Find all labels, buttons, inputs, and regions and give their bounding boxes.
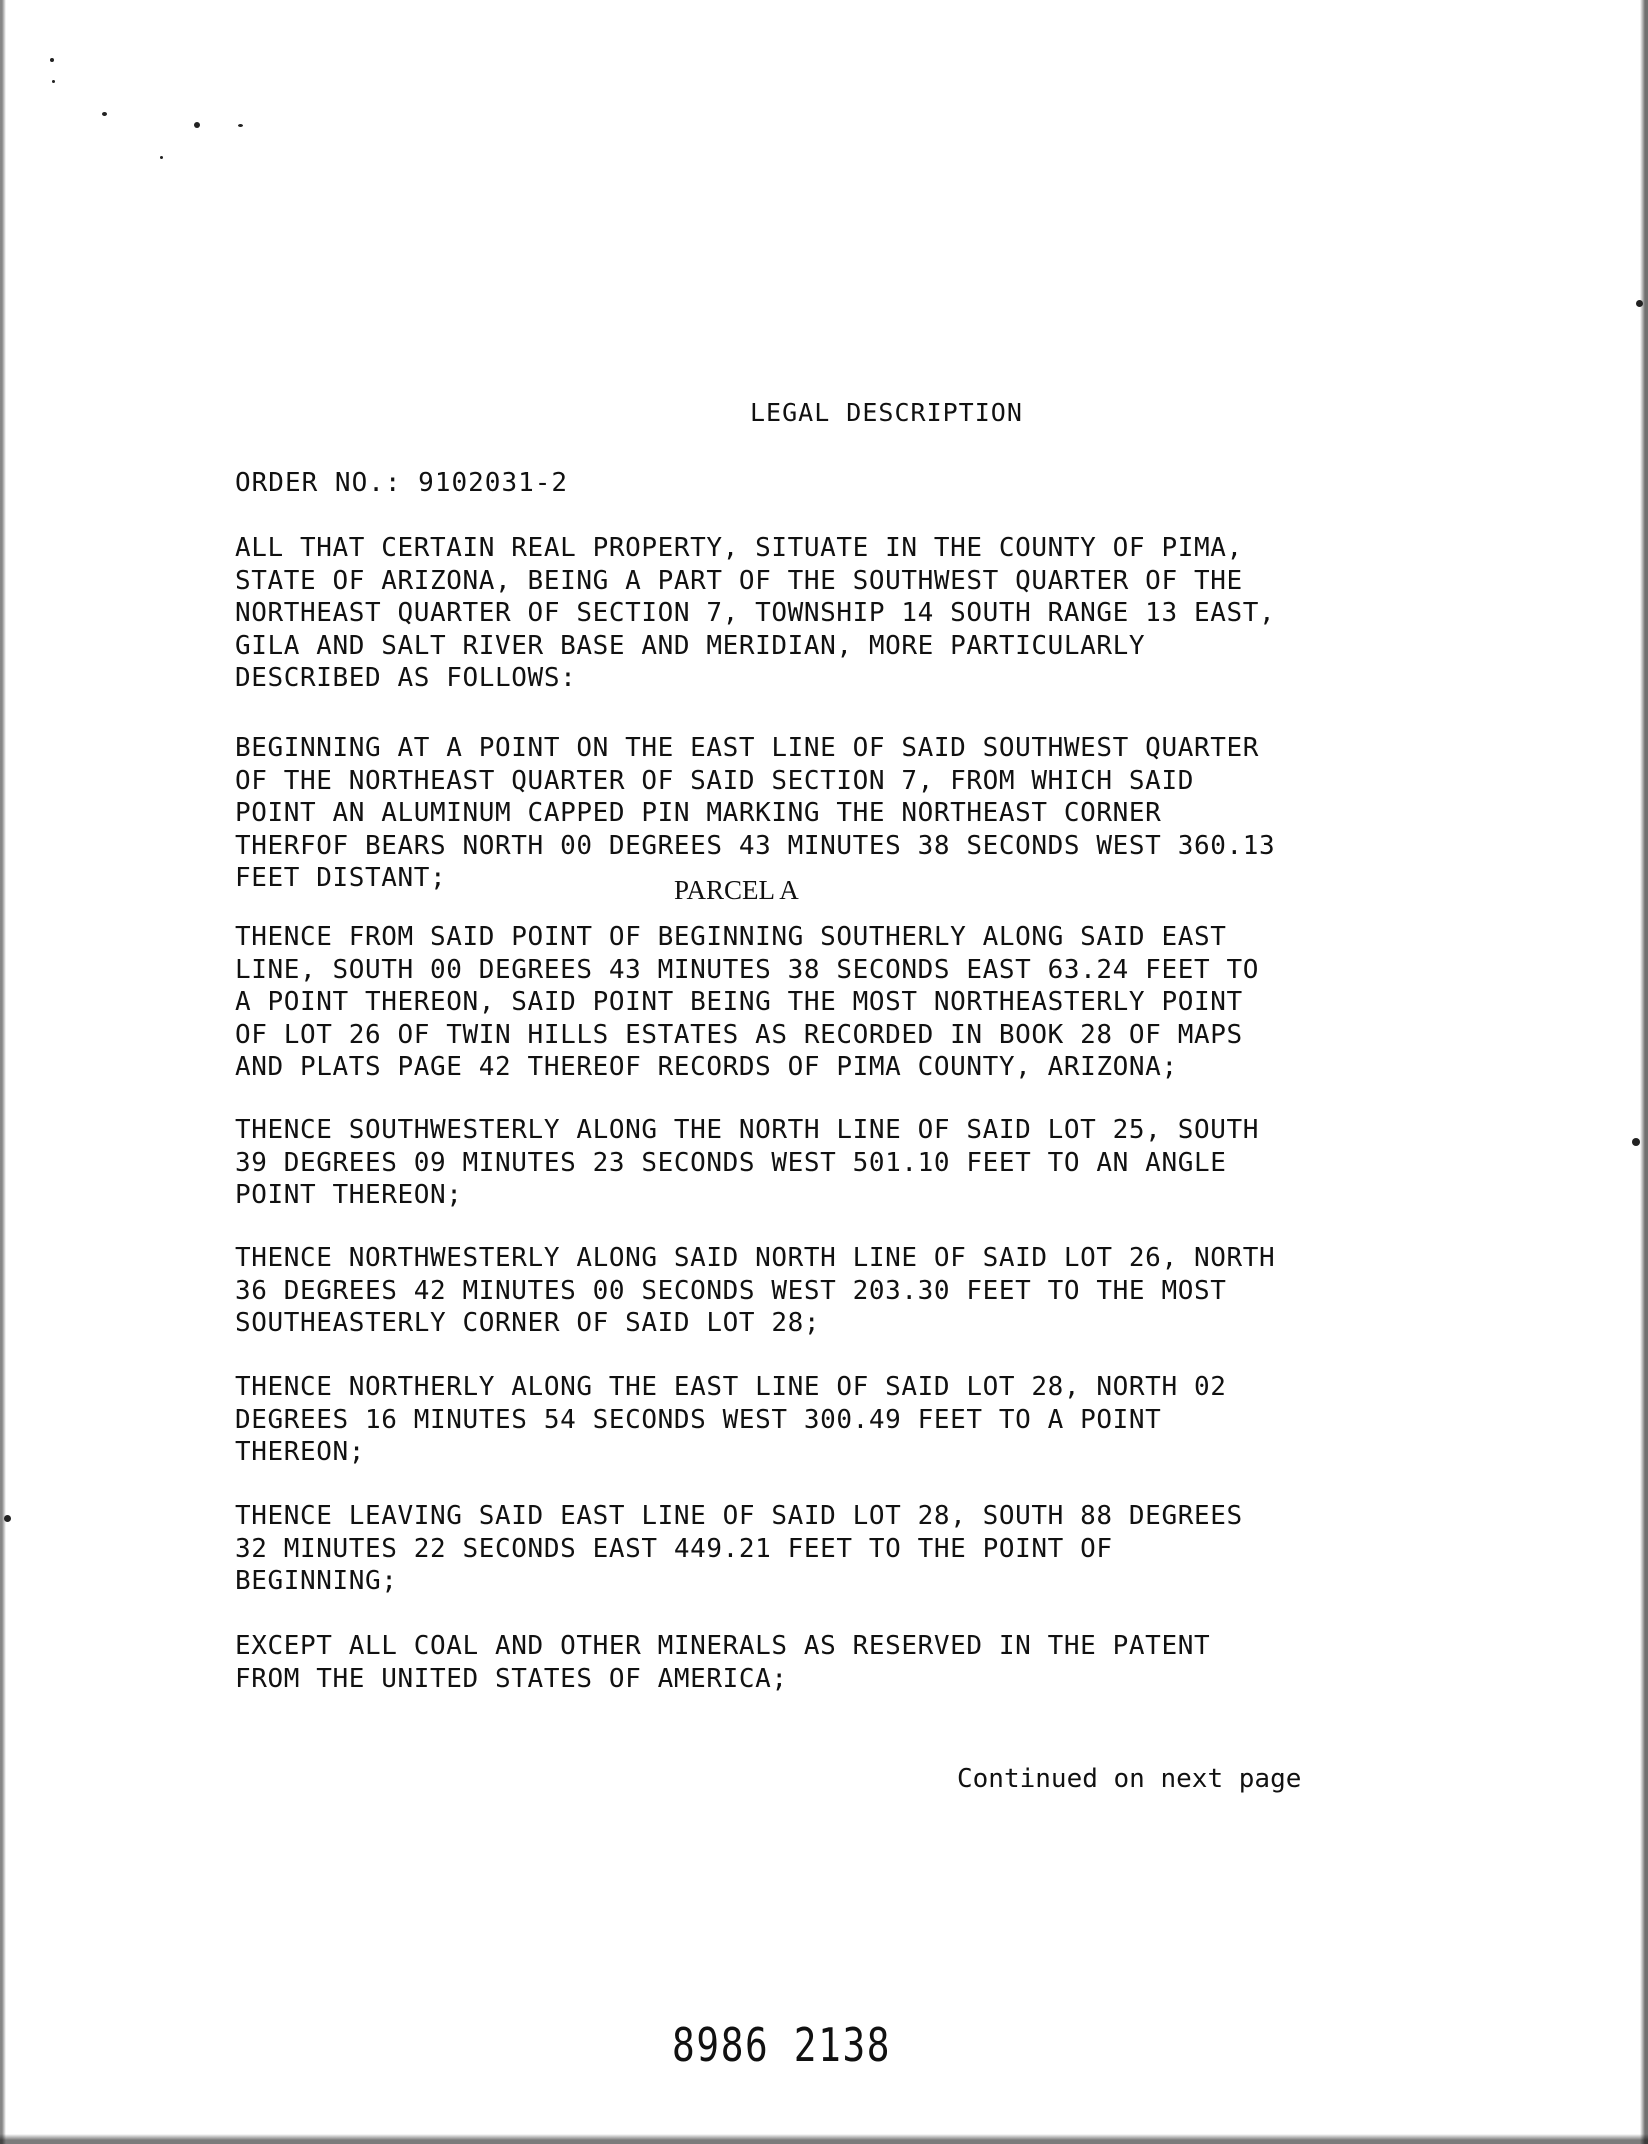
- scan-speck: [238, 124, 243, 127]
- paragraph-beginning: BEGINNING AT A POINT ON THE EAST LINE OF SAID SOUTHWEST QUARTER OF THE NORTHEAST QUARTER OF SAID SECTION 7, FROM WHICH SAID POINT AN ALUMINUM CAPPED PIN MARKING THE NORTHEAST CORNER THERFOF BEARS NORTH 00 DEGREES 43 MINUTES 38 SECONDS WEST 360.13 FEET DISTANT;: [235, 733, 1276, 893]
- page-edge-left: [0, 0, 6, 2144]
- parcel-label: PARCEL A: [674, 875, 799, 905]
- paragraph-thence-northwesterly: THENCE NORTHWESTERLY ALONG SAID NORTH LINE OF SAID LOT 26, NORTH 36 DEGREES 42 MINUTES 00 SECONDS WEST 203.30 FEET TO THE MOST SOUTHEASTERLY CORNER OF SAID LOT 28;: [235, 1243, 1276, 1338]
- scan-speck: [50, 58, 54, 62]
- scan-speck: [194, 122, 200, 128]
- order-number: ORDER NO.: 9102031-2: [235, 468, 569, 498]
- continued-note: Continued on next page: [957, 1764, 1302, 1794]
- scan-speck: [1632, 1138, 1640, 1146]
- paragraph-thence-leaving: THENCE LEAVING SAID EAST LINE OF SAID LOT 28, SOUTH 88 DEGREES 32 MINUTES 22 SECONDS EAST 449.21 FEET TO THE POINT OF BEGINNING;: [235, 1501, 1243, 1596]
- scan-speck: [52, 80, 55, 83]
- document-title: LEGAL DESCRIPTION: [750, 398, 1023, 427]
- page-number: 8986 2138: [672, 2018, 892, 2072]
- scan-speck: [102, 112, 107, 116]
- scan-speck: [1636, 300, 1643, 307]
- page-edge-bottom: [0, 2134, 1648, 2144]
- scan-speck: [4, 1515, 11, 1522]
- scan-speck: [160, 156, 163, 159]
- page-edge-right: [1640, 0, 1648, 2144]
- paragraph-thence-southwesterly: THENCE SOUTHWESTERLY ALONG THE NORTH LINE OF SAID LOT 25, SOUTH 39 DEGREES 09 MINUTES 23 SECONDS WEST 501.10 FEET TO AN ANGLE POINT THEREON;: [235, 1115, 1259, 1210]
- paragraph-thence-southerly: THENCE FROM SAID POINT OF BEGINNING SOUTHERLY ALONG SAID EAST LINE, SOUTH 00 DEGREES 43 MINUTES 38 SECONDS EAST 63.24 FEET TO A POINT THEREON, SAID POINT BEING THE MOST NORTHEASTERLY POINT OF LOT 26 OF TWIN HILLS ESTATES AS RECORDED IN BOOK 28 OF MAPS AND PLATS PAGE 42 THEREOF RECORDS OF PIMA COUNTY, ARIZONA;: [235, 922, 1259, 1082]
- paragraph-property: ALL THAT CERTAIN REAL PROPERTY, SITUATE IN THE COUNTY OF PIMA, STATE OF ARIZONA, BEING A PART OF THE SOUTHWEST QUARTER OF THE NORTHEAST QUARTER OF SECTION 7, TOWNSHIP 14 SOUTH RANGE 13 EAST, GILA AND SALT RIVER BASE AND MERIDIAN, MORE PARTICULARLY DESCRIBED AS FOLLOWS:: [235, 533, 1276, 693]
- paragraph-except: EXCEPT ALL COAL AND OTHER MINERALS AS RESERVED IN THE PATENT FROM THE UNITED STATES OF AMERICA;: [235, 1631, 1211, 1694]
- paragraph-thence-northerly: THENCE NORTHERLY ALONG THE EAST LINE OF SAID LOT 28, NORTH 02 DEGREES 16 MINUTES 54 SECONDS WEST 300.49 FEET TO A POINT THEREON;: [235, 1372, 1227, 1467]
